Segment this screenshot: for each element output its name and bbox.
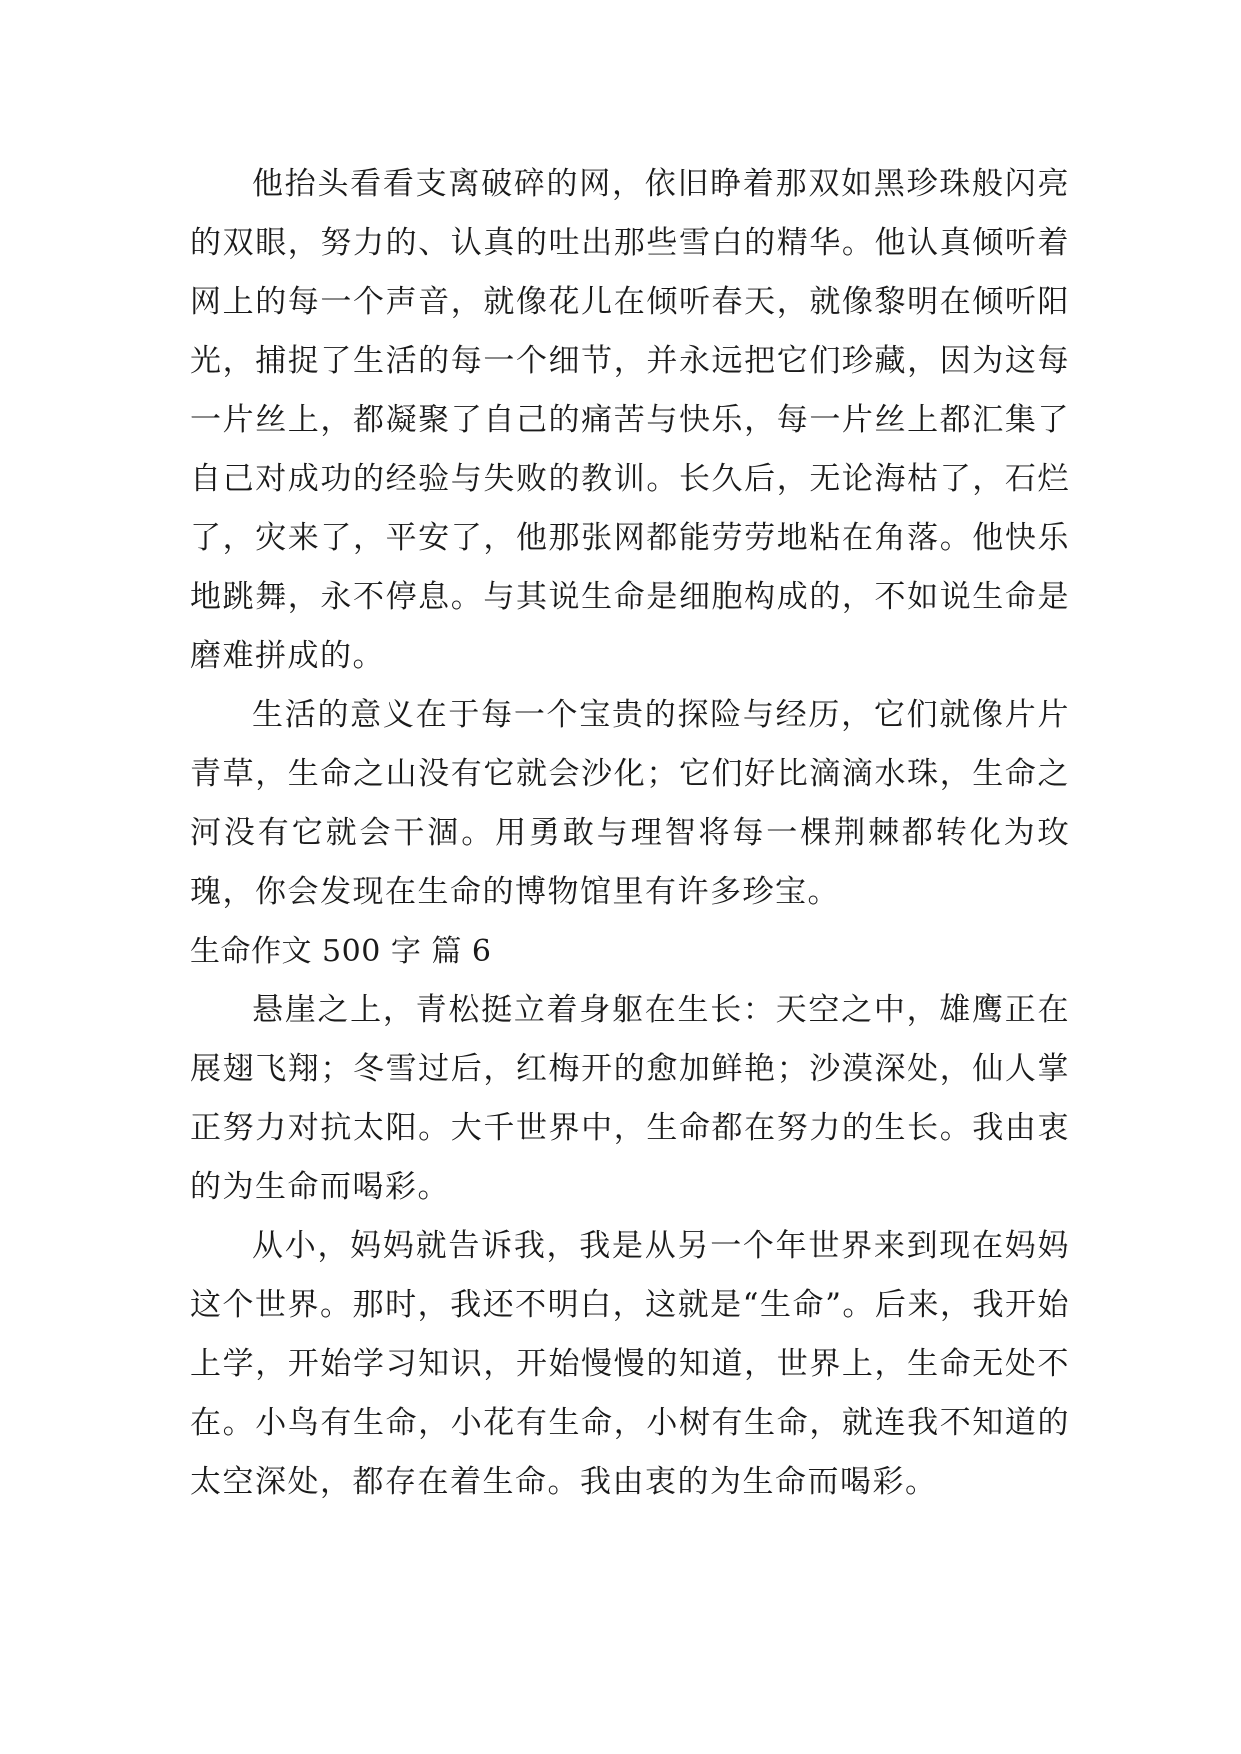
paragraph-spider-web: 他抬头看看支离破碎的网，依旧睁着那双如黑珍珠般闪亮的双眼，努力的、认真的吐出那些雪白的精华。他认真倾听着网上的每一个声音，就像花儿在倾听春天，就像黎明在倾听阳光，捕捉了生活的每一个细节，并永远把它们珍藏，因为这每一片丝上，都凝聚了自己的痛苦与快乐，每一片丝上都汇集了自己对成功的经验与失败的教训。长久后，无论海枯了，石烂了，灾来了，平安了，他那张网都能劳劳地粘在角落。他快乐地跳舞，永不停息。与其说生命是细胞构成的，不如说生命是磨难拼成的。	[190, 166, 1070, 674]
section-heading: 生命作文 500 字 篇 6	[190, 934, 492, 969]
paragraph-cliff-pine: 悬崖之上，青松挺立着身躯在生长：天空之中，雄鹰正在展翅飞翔；冬雪过后，红梅开的愈加鲜艳；沙漠深处，仙人掌正努力对抗太阳。大千世界中，生命都在努力的生长。我由衷的为生命而喝彩。	[190, 992, 1070, 1205]
paragraph-meaning-of-life: 生活的意义在于每一个宝贵的探险与经历，它们就像片片青草，生命之山没有它就会沙化；它们好比滴滴水珠，生命之河没有它就会干涸。用勇敢与理智将每一棵荆棘都转化为玫瑰，你会发现在生命的博物馆里有许多珍宝。	[190, 697, 1070, 910]
document-body	[190, 155, 1070, 1512]
paragraph-childhood: 从小，妈妈就告诉我，我是从另一个年世界来到现在妈妈这个世界。那时，我还不明白，这就是“生命”。后来，我开始上学，开始学习知识，开始慢慢的知道，世界上，生命无处不在。小鸟有生命，小花有生命，小树有生命，就连我不知道的太空深处，都存在着生命。我由衷的为生命而喝彩。	[190, 1228, 1070, 1500]
